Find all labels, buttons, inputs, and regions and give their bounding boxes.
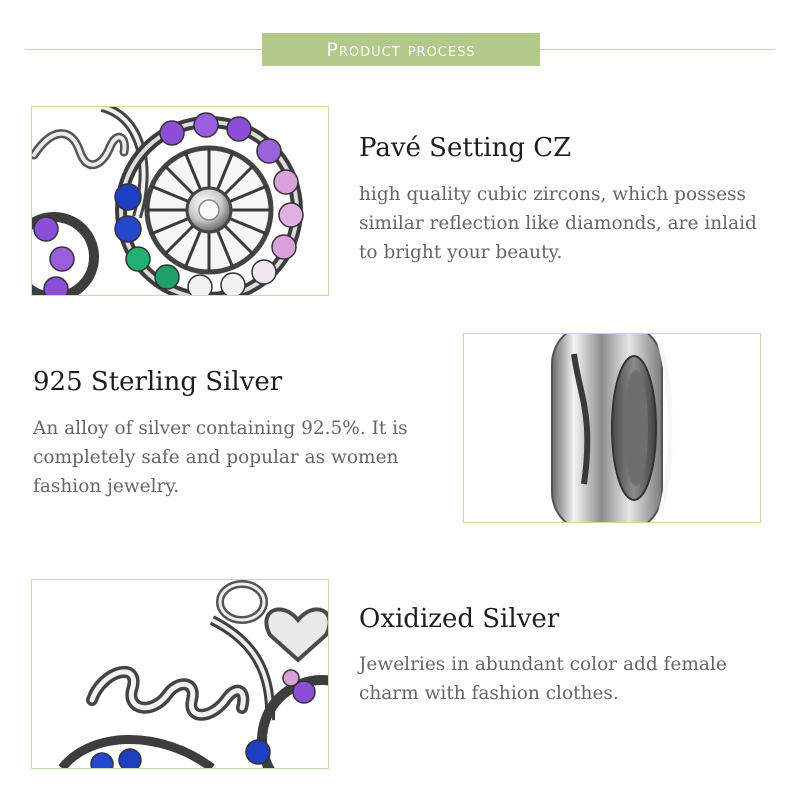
bicycle-charm-closeup-image (32, 107, 328, 295)
feature-title-pave: Pavé Setting CZ (359, 133, 572, 163)
feature-title-oxidized: Oxidized Silver (359, 604, 560, 634)
feature-desc-pave: high quality cubic zircons, which possess similar reflection like diamonds, are inlaid to bright your beauty. (359, 184, 757, 263)
silver-spacer-ring-image (464, 334, 760, 522)
header-line-left (25, 49, 262, 50)
love-bicycle-charm-image (32, 580, 328, 768)
feature-title-silver: 925 Sterling Silver (33, 367, 283, 397)
section-banner-title: Product process (326, 38, 476, 61)
oxidized-silver-image (31, 579, 329, 769)
header-line-right (540, 49, 775, 50)
feature-desc-oxidized: Jewelries in abundant color add female charm with fashion clothes. (359, 654, 727, 704)
sterling-silver-image (463, 333, 761, 523)
feature-desc-silver: An alloy of silver containing 92.5%. It is completely safe and popular as women fashion jewelry. (33, 418, 408, 497)
pave-setting-image (31, 106, 329, 296)
section-banner (262, 33, 540, 66)
